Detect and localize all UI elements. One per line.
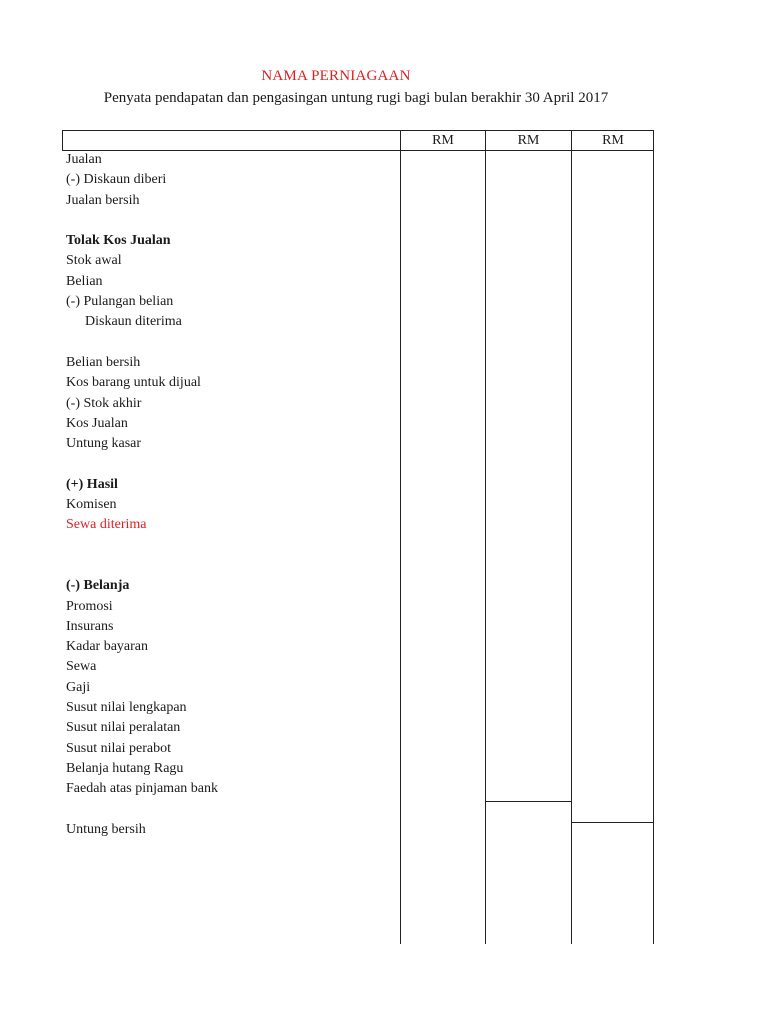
section-heading-hasil: (+) Hasil: [66, 476, 118, 492]
row-sewa: Sewa: [66, 659, 97, 675]
row-untung-bersih: Untung bersih: [66, 821, 146, 837]
row-insurans: Insurans: [66, 618, 114, 634]
row-promosi: Promosi: [66, 598, 113, 614]
row-stok-awal: Stok awal: [66, 253, 122, 269]
row-spacer: [66, 800, 396, 820]
row-kadar-bayaran: Kadar bayaran: [66, 639, 149, 655]
total-line-col3: [571, 822, 654, 823]
row-komisen: Komisen: [66, 497, 117, 513]
row-spacer: [66, 556, 396, 576]
row-untung-kasar: Untung kasar: [66, 436, 142, 452]
row-diskaun-diberi: (-) Diskaun diberi: [66, 172, 167, 188]
row-stok-akhir: (-) Stok akhir: [66, 395, 142, 411]
row-pulangan-belian: (-) Pulangan belian: [66, 294, 174, 310]
row-susut-nilai-peralatan: Susut nilai peralatan: [66, 720, 181, 736]
row-jualan-bersih: Jualan bersih: [66, 192, 140, 208]
business-name-title: NAMA PERNIAGAAN: [261, 68, 411, 84]
row-spacer: [66, 333, 396, 353]
column-header-rm-1: RM: [432, 133, 454, 148]
row-jualan: Jualan: [66, 152, 102, 167]
row-spacer: [66, 454, 396, 474]
row-gaji: Gaji: [66, 679, 91, 695]
row-faedah-pinjaman-bank: Faedah atas pinjaman bank: [66, 781, 219, 797]
row-kos-barang-dijual: Kos barang untuk dijual: [66, 375, 201, 391]
column-header-rm-2: RM: [517, 133, 540, 148]
row-spacer: [66, 211, 396, 231]
row-sewa-diterima: Sewa diterima: [66, 517, 147, 533]
column-divider-1: [400, 130, 401, 944]
row-spacer: [66, 536, 396, 556]
column-header-rm-3: RM: [602, 133, 624, 148]
statement-line-items: [66, 150, 396, 840]
statement-title: Penyata pendapatan dan pengasingan untung rugi bagi bulan berakhir 30 April 2017: [103, 90, 609, 106]
section-heading-kos-jualan: Tolak Kos Jualan: [66, 233, 171, 249]
row-susut-nilai-perabot: Susut nilai perabot: [66, 740, 171, 756]
row-belanja-hutang-ragu: Belanja hutang Ragu: [66, 760, 184, 776]
column-divider-2: [485, 130, 486, 944]
row-belian: Belian: [66, 273, 103, 289]
row-diskaun-diterima: Diskaun diterima: [85, 314, 182, 330]
row-belian-bersih: Belian bersih: [66, 354, 141, 370]
subtotal-line-col2: [485, 801, 572, 802]
row-susut-nilai-lengkapan: Susut nilai lengkapan: [66, 700, 187, 716]
section-heading-belanja: (-) Belanja: [66, 578, 130, 594]
row-kos-jualan: Kos Jualan: [66, 415, 128, 431]
